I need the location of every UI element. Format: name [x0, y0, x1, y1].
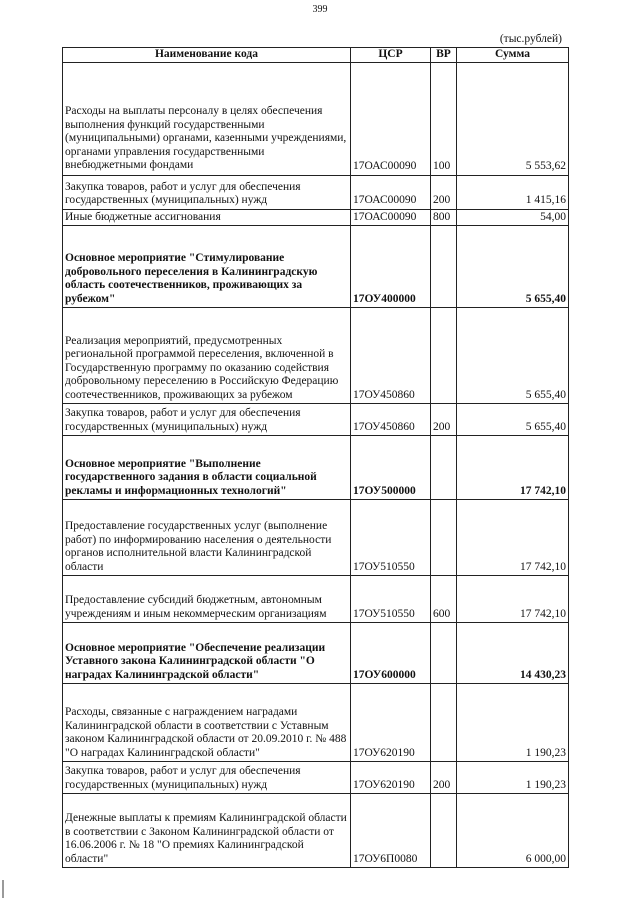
- row-sum: 5 655,40: [457, 404, 569, 436]
- budget-table: [62, 47, 569, 868]
- row-csr: 17ОУ400000: [351, 226, 431, 308]
- row-csr: 17ОУ6П0080: [351, 794, 431, 868]
- row-sum: 17 742,10: [457, 576, 569, 623]
- table-row: [63, 684, 569, 762]
- row-name: Закупка товаров, работ и услуг для обеспечения государственных (муниципальных) нужд: [63, 404, 351, 436]
- row-csr: 17ОАС00090: [351, 175, 431, 209]
- row-csr: 17ОАС00090: [351, 209, 431, 226]
- row-csr: 17ОУ620190: [351, 684, 431, 762]
- table-row: [63, 436, 569, 500]
- row-vr: [431, 436, 457, 500]
- table-row: [63, 209, 569, 226]
- row-sum: 1 190,23: [457, 684, 569, 762]
- page-number: 399: [312, 4, 328, 15]
- row-csr: 17ОУ450860: [351, 308, 431, 404]
- row-csr: 17ОУ500000: [351, 436, 431, 500]
- header-csr: ЦСР: [351, 48, 431, 63]
- row-name: Иные бюджетные ассигнования: [63, 209, 351, 226]
- row-sum: 1 190,23: [457, 762, 569, 794]
- header-name: Наименование кода: [63, 48, 351, 63]
- table-row: [63, 794, 569, 868]
- row-name: Расходы, связанные с награждением наградами Калининградской области в соответствии с Уставным законом Калининградской области от 20.09.2010 г. № 488 "О наградах Калининградской области": [63, 684, 351, 762]
- row-sum: 6 000,00: [457, 794, 569, 868]
- table-row: [63, 404, 569, 436]
- row-csr: 17ОУ620190: [351, 762, 431, 794]
- row-csr: 17ОУ510550: [351, 500, 431, 576]
- row-csr: 17ОУ510550: [351, 576, 431, 623]
- row-sum: 54,00: [457, 209, 569, 226]
- row-name: Основное мероприятие "Выполнение государственного задания в области социальной рекламы и информационных технологий": [63, 436, 351, 500]
- row-name: Реализация мероприятий, предусмотренных региональной программой переселения, включенной в Государственную программу по оказанию содействия добровольному переселению в Российскую Федерацию соотечественников, проживающих за рубежом: [63, 308, 351, 404]
- scan-edge-mark: [2, 880, 4, 898]
- row-name: Расходы на выплаты персоналу в целях обеспечения выполнения функций государственными (муниципальными) органами, казенными учреждениями, органами управления государственными внебюджетными фондами: [63, 62, 351, 175]
- row-vr: [431, 226, 457, 308]
- row-vr: 100: [431, 62, 457, 175]
- table-row: [63, 226, 569, 308]
- row-name: Основное мероприятие "Обеспечение реализации Уставного закона Калининградской области "О наградах Калининградской области": [63, 623, 351, 684]
- row-vr: 200: [431, 762, 457, 794]
- row-sum: 5 655,40: [457, 308, 569, 404]
- table-row: [63, 623, 569, 684]
- row-sum: 14 430,23: [457, 623, 569, 684]
- row-name: Закупка товаров, работ и услуг для обеспечения государственных (муниципальных) нужд: [63, 175, 351, 209]
- row-vr: [431, 308, 457, 404]
- row-vr: 800: [431, 209, 457, 226]
- row-name: Предоставление субсидий бюджетным, автономным учреждениям и иным некоммерческим организациям: [63, 576, 351, 623]
- table-row: [63, 762, 569, 794]
- table-row: [63, 576, 569, 623]
- row-vr: 200: [431, 404, 457, 436]
- row-vr: [431, 794, 457, 868]
- row-vr: 600: [431, 576, 457, 623]
- header-vr: ВР: [431, 48, 457, 63]
- row-sum: 17 742,10: [457, 436, 569, 500]
- row-vr: [431, 500, 457, 576]
- row-name: Денежные выплаты к премиям Калининградской области в соответствии с Законом Калининградской области от 16.06.2006 г. № 18 "О премиях Калининградской области": [63, 794, 351, 868]
- row-vr: [431, 684, 457, 762]
- row-vr: 200: [431, 175, 457, 209]
- row-sum: 1 415,16: [457, 175, 569, 209]
- row-vr: [431, 623, 457, 684]
- row-csr: 17ОУ600000: [351, 623, 431, 684]
- row-csr: 17ОАС00090: [351, 62, 431, 175]
- table-row: [63, 62, 569, 175]
- row-sum: 5 553,62: [457, 62, 569, 175]
- row-sum: 5 655,40: [457, 226, 569, 308]
- table-row: [63, 500, 569, 576]
- table-row: [63, 308, 569, 404]
- table-header-row: [63, 48, 569, 63]
- row-name: Закупка товаров, работ и услуг для обеспечения государственных (муниципальных) нужд: [63, 762, 351, 794]
- header-sum: Сумма: [457, 48, 569, 63]
- row-csr: 17ОУ450860: [351, 404, 431, 436]
- row-name: Основное мероприятие "Стимулирование добровольного переселения в Калининградскую область соотечественников, проживающих за рубежом": [63, 226, 351, 308]
- units-label: (тыс.рублей): [499, 33, 562, 45]
- table-row: [63, 175, 569, 209]
- row-name: Предоставление государственных услуг (выполнение работ) по информированию населения о деятельности органов исполнительной власти Калининградской области: [63, 500, 351, 576]
- row-sum: 17 742,10: [457, 500, 569, 576]
